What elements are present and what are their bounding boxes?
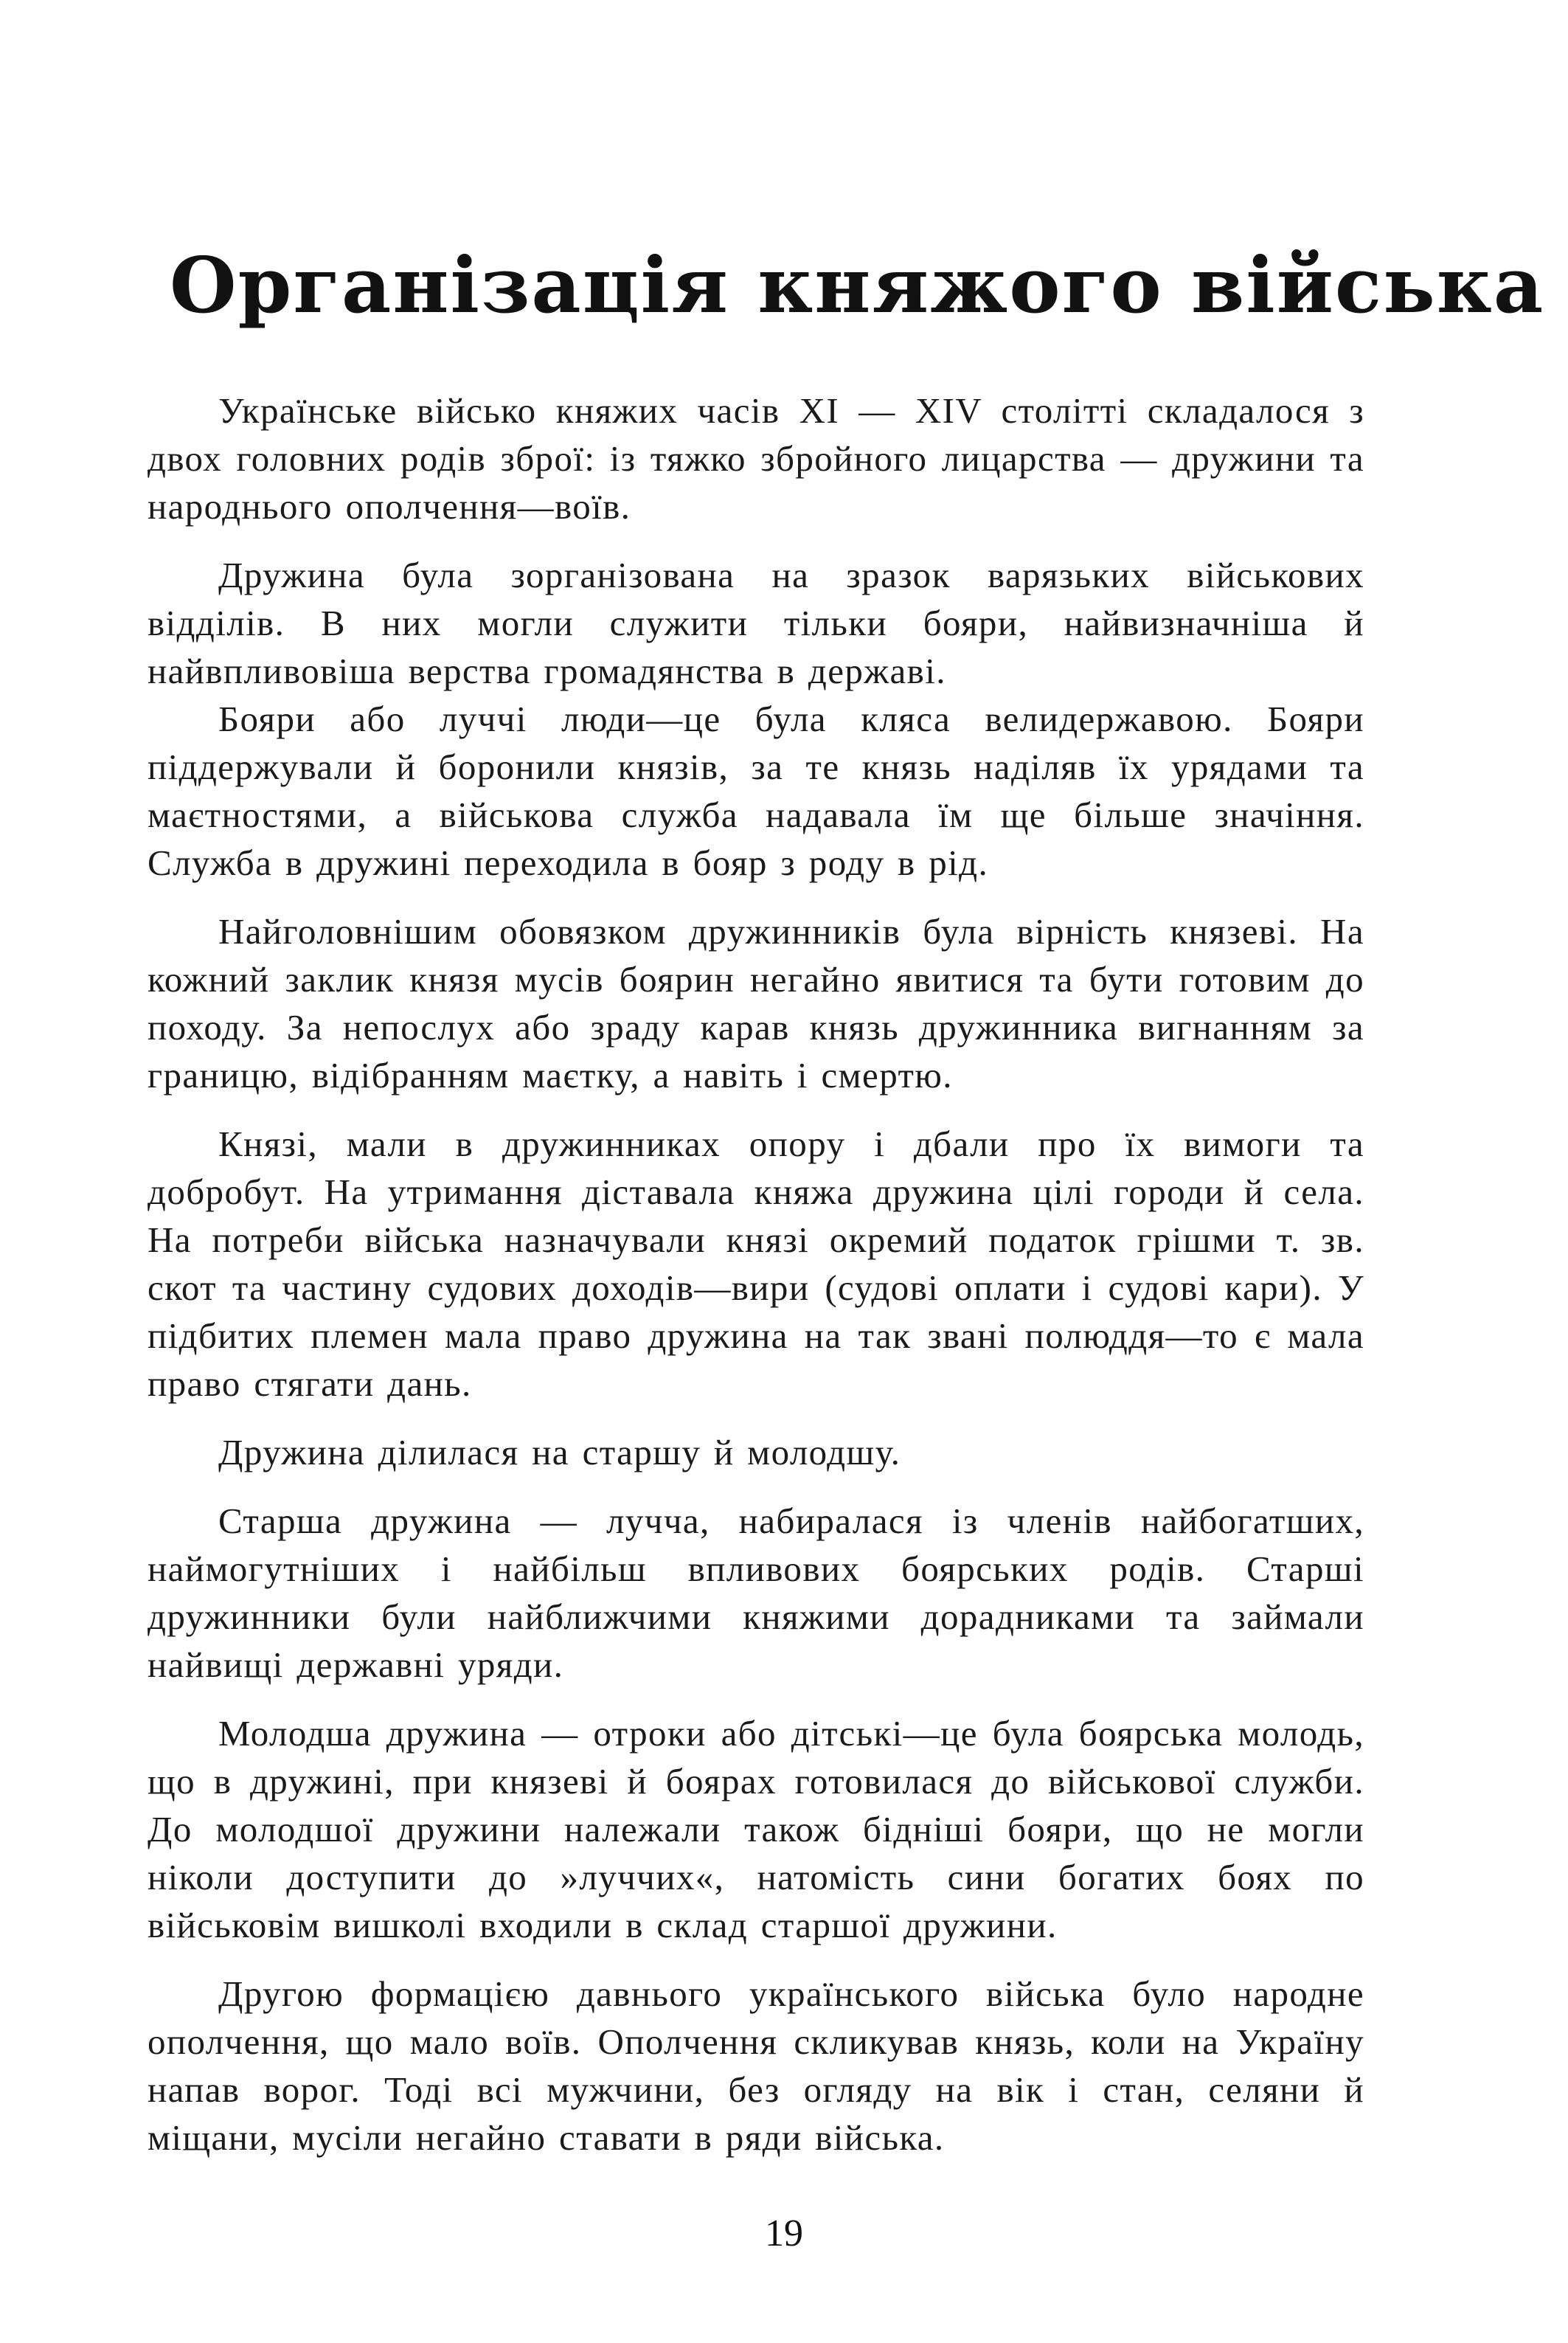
paragraph-6: Дружина ділилася на старшу й молодшу. xyxy=(218,1432,901,1473)
page-number: 19 xyxy=(765,2212,803,2254)
document-page xyxy=(148,240,1545,2182)
paragraph-8: Молодша дружина — отроки або дітські—це була боярська молодь, що в дружині, при князеві й боярах готовилася до військової служби. До молодшої дружини належали також бідніші бояри, що не могли ніколи доступити до »луччих«, натомість сини богатих боях по військовім вишколі входили в склад старшої дружини. xyxy=(148,1713,1364,1946)
paragraph-5: Князі, мали в дружинниках опору і дбали про їх вимоги та добробут. На утримання діставала княжа дружина цілі городи й села. На потреби війська назначували князі окремий податок грішми т. зв. скот та частину судових доходів—вири (судові оплати і судові кари). У підбитих племен мала право дружина на так звані полюддя—то є мала право стягати дань. xyxy=(148,1124,1364,1405)
paragraph-7: Старша дружина — лучча, набиралася із членів найбогатших, наймогутніших і найбільш впливових боярських родів. Старші дружинники були найближчими княжими дорадниками та займали найвищі державні уряди. xyxy=(148,1501,1364,1686)
paragraph-3: Бояри або луччі люди—це була кляса велидержавою. Бояри піддержували й боронили князів, за те князь наділяв їх урядами та маєтностями, а військова служба надавала їм ще більше значіння. Служба в дружині переходила в бояр з роду в рід. xyxy=(148,699,1364,884)
paragraph-1: Українське військо княжих часів XI — XIV столітті складалося з двох головних родів зброї: із тяжко збройного лицарства — дружини та народнього ополчення—воїв. xyxy=(148,390,1364,527)
page-title: Організація княжого війська xyxy=(170,240,1545,330)
paragraph-2: Дружина була зорганізована на зразок варязьких військових відділів. В них могли служити тільки бояри, найвизначніша й найвпливовіша верства громадянства в державі. xyxy=(148,555,1364,692)
paragraph-9: Другою формацією давнього українського війська було народне ополчення, що мало воїв. Ополчення скликував князь, коли на Україну напав ворог. Тоді всі мужчини, без огляду на вік і стан, селяни й міщани, мусіли негайно ставати в ряди війська. xyxy=(148,1973,1364,2159)
paragraph-4: Найголовнішим обовязком дружинників була вірність князеві. На кожний заклик князя мусів боярин негайно явитися та бути готовим до походу. За непослух або зраду карав князь дружинника вигнанням за границю, відібранням маєтку, а навіть і смертю. xyxy=(148,911,1364,1096)
